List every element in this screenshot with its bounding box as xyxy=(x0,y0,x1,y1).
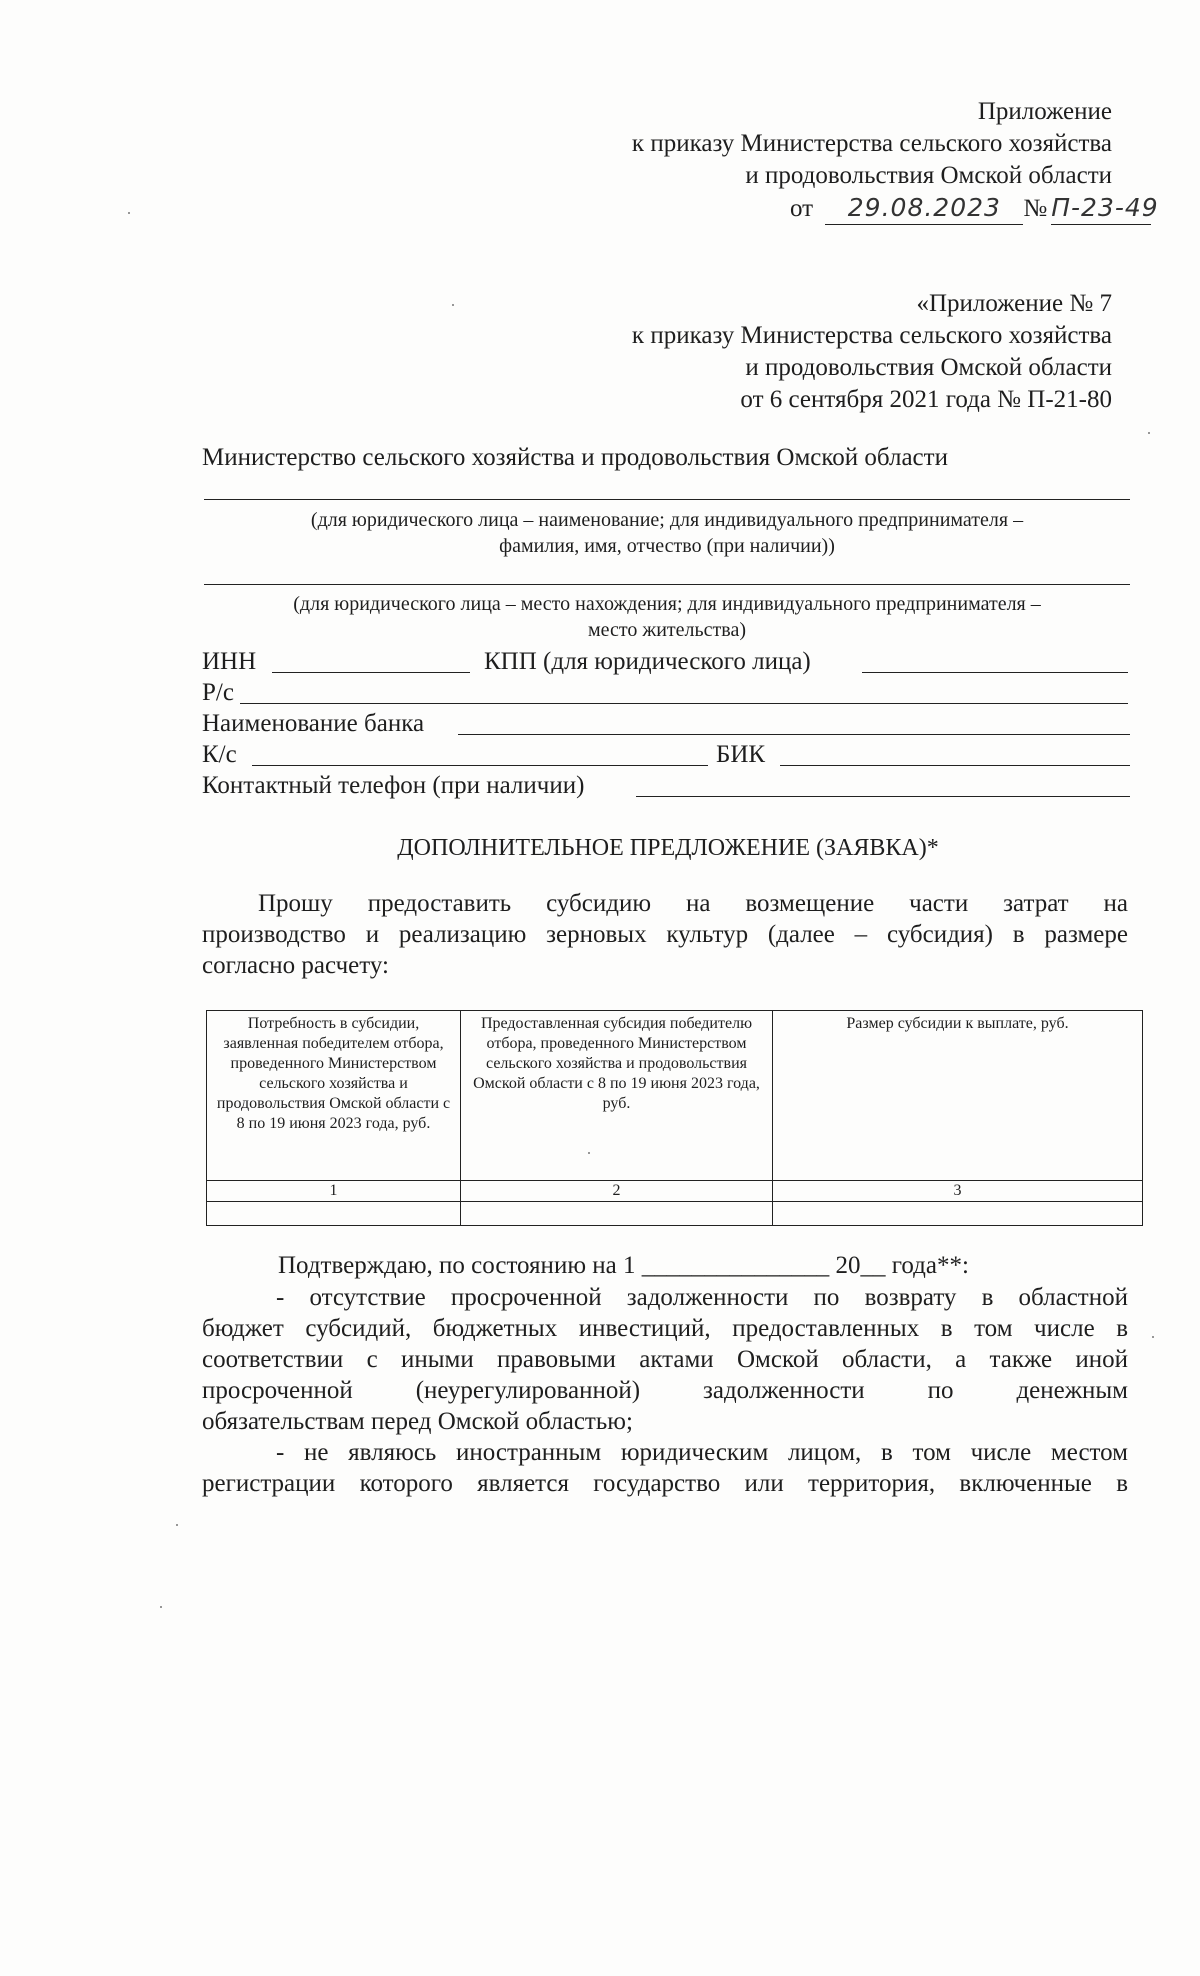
column-number-2: 2 xyxy=(461,1181,773,1202)
header-cell-granted: Предоставленная субсидия победителю отбора, проведенного Министерством сельского хозяйства и продовольствия Омской области с 8 по 19 июня 2023 года, руб. xyxy=(461,1011,773,1181)
scan-speck xyxy=(128,212,130,214)
phone-input-line[interactable] xyxy=(636,796,1130,797)
inn-input-line[interactable] xyxy=(272,672,470,673)
table-row xyxy=(207,1202,1143,1226)
rs-label: Р/с xyxy=(202,679,234,706)
header-cell-claimed: Потребность в субсидии, заявленная победителем отбора, проведенного Министерством сельского хозяйства и продовольствия Омской области с 8 по 19 июня 2023 года, руб. xyxy=(207,1011,461,1181)
bank-label: Наименование банка xyxy=(202,710,425,737)
ks-input-line[interactable] xyxy=(252,765,708,766)
header-cell-payable: Размер субсидии к выплате, руб. xyxy=(773,1011,1143,1181)
scan-speck xyxy=(1148,432,1150,434)
phone-label: Контактный телефон (при наличии) xyxy=(202,772,585,799)
number-sign: № xyxy=(1023,195,1048,222)
document-title: ДОПОЛНИТЕЛЬНОЕ ПРЕДЛОЖЕНИЕ (ЗАЯВКА)* xyxy=(397,835,939,861)
column-number-1: 1 xyxy=(207,1181,461,1202)
confirmation-intro: Подтверждаю, по состоянию на 1 _______________ 20__ года**: xyxy=(278,1252,969,1279)
table-number-row xyxy=(207,1181,1143,1202)
appendix-7-ministry-line: и продовольствия Омской области xyxy=(745,354,1112,381)
ks-label: К/с xyxy=(202,741,237,768)
cell-claimed-value[interactable] xyxy=(207,1202,461,1226)
name-field-hint: (для юридического лица – наименование; для индивидуального предпринимателя – фамилия, имя, отчество (при наличии)) xyxy=(310,509,1024,557)
address-field-hint: (для юридического лица – место нахождения; для индивидуального предпринимателя – место жительства) xyxy=(293,593,1041,641)
appendix-ministry-line: и продовольствия Омской области xyxy=(745,162,1112,189)
confirmation-debt-paragraph: - отсутствие просроченной задолженности по возврату в областной бюджет субсидий, бюджетных инвестиций, предоставленных в том числе в соответствии с иными правовыми актами Омской области, а также иной просроченной (неурегулированной) задолженности по денежным обязательствам перед Омской областью; xyxy=(202,1284,1128,1435)
scan-speck xyxy=(588,1152,590,1154)
scan-speck xyxy=(1152,1336,1154,1338)
appendix-7-date-line: от 6 сентября 2021 года № П-21-80 xyxy=(740,386,1112,413)
subsidy-calculation-table xyxy=(206,1010,1143,1226)
date-prefix: от xyxy=(790,195,814,222)
appendix-date-line xyxy=(790,192,1159,225)
cell-payable-value[interactable] xyxy=(773,1202,1143,1226)
recipient-ministry: Министерство сельского хозяйства и продовольствия Омской области xyxy=(202,444,948,471)
inn-label: ИНН xyxy=(202,648,257,675)
cell-granted-value[interactable] xyxy=(461,1202,773,1226)
table-header-row xyxy=(207,1011,1143,1181)
bik-input-line[interactable] xyxy=(780,765,1130,766)
appendix-7-order-line: к приказу Министерства сельского хозяйства xyxy=(631,322,1112,349)
kpp-input-line[interactable] xyxy=(862,672,1128,673)
request-paragraph: Прошу предоставить субсидию на возмещение части затрат на производство и реализацию зерновых культур (далее – субсидия) в размере согласно расчету: xyxy=(202,890,1128,979)
column-number-3: 3 xyxy=(773,1181,1143,1202)
scan-speck xyxy=(452,304,454,306)
handwritten-number: П-23-49 xyxy=(1051,192,1151,225)
appendix-label: Приложение xyxy=(977,98,1112,125)
kpp-label: КПП (для юридического лица) xyxy=(484,648,811,675)
scan-speck xyxy=(176,1524,178,1526)
bank-input-line[interactable] xyxy=(458,734,1130,735)
handwritten-date: 29.08.2023 xyxy=(825,192,1023,225)
appendix-order-line: к приказу Министерства сельского хозяйства xyxy=(631,130,1112,157)
confirmation-foreign-paragraph: - не являюсь иностранным юридическим лицом, в том числе местом регистрации которого является государство или территория, включенные в xyxy=(202,1439,1128,1497)
bik-label: БИК xyxy=(716,741,766,768)
scan-speck xyxy=(160,1606,162,1608)
rs-input-line[interactable] xyxy=(240,703,1128,704)
appendix-7-label: «Приложение № 7 xyxy=(916,290,1112,317)
name-field-line xyxy=(204,499,1130,500)
address-field-line xyxy=(204,584,1130,585)
